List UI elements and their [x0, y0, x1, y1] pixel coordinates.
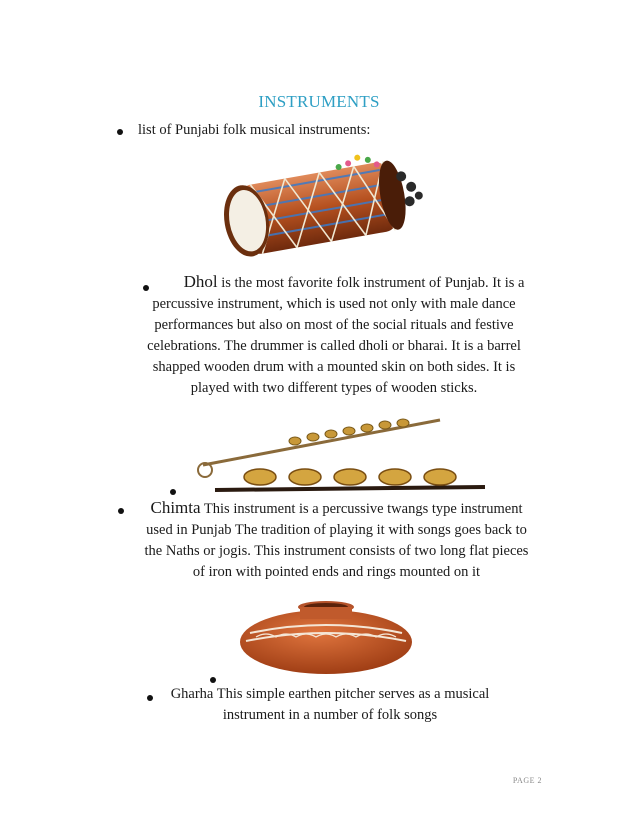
chimta-line-4: of iron with pointed ends and rings mounted on it: [192, 564, 481, 580]
chimta-line-1: Chimta This instrument is a percussive twangs type instrument: [150, 498, 523, 517]
gharha-line-2: instrument in a number of folk songs: [222, 707, 438, 723]
chimta-line-2: used in Punjab The tradition of playing it with songs goes back to: [146, 522, 527, 538]
chimta-image-bullet: [170, 489, 176, 495]
dhol-paragraph: [104, 271, 564, 399]
gharha-paragraph: [160, 684, 500, 726]
chimta-tongs-icon: [185, 415, 485, 495]
intro-bullet: [117, 129, 123, 135]
intro-text: list of Punjabi folk musical instruments:: [138, 122, 371, 138]
gharha-pot-icon: [236, 597, 416, 677]
dhol-line-2: percussive instrument, which is used not only with male dance: [152, 296, 516, 312]
chimta-line-3: the Naths or jogis. This instrument consists of two long flat pieces: [144, 543, 529, 559]
dhol-term: Dhol: [183, 272, 218, 291]
gharha-bullet: [147, 695, 153, 701]
page-title: INSTRUMENTS: [258, 92, 380, 111]
chimta-paragraph: [124, 497, 549, 583]
dhol-line-4: celebrations. The drummer is called dholi or bharai. It is a barrel: [147, 338, 521, 354]
page-number: PAGE 2: [512, 776, 542, 785]
gharha-term: Gharha: [170, 686, 214, 702]
dhol-drum-icon: [205, 150, 445, 260]
dhol-line-5: shapped wooden drum with a mounted skin on both sides. It is: [152, 359, 516, 375]
dhol-line-1: Dhol is the most favorite folk instrument of Punjab. It is a: [183, 272, 525, 291]
gharha-line-1: Gharha This simple earthen pitcher serves as a musical: [170, 686, 490, 702]
gharha-image-bullet: [210, 677, 216, 683]
dhol-line-3: performances but also on most of the social rituals and festive: [154, 317, 514, 333]
chimta-term: Chimta: [150, 498, 201, 517]
dhol-line-6: played with two different types of wooden sticks.: [190, 380, 478, 396]
